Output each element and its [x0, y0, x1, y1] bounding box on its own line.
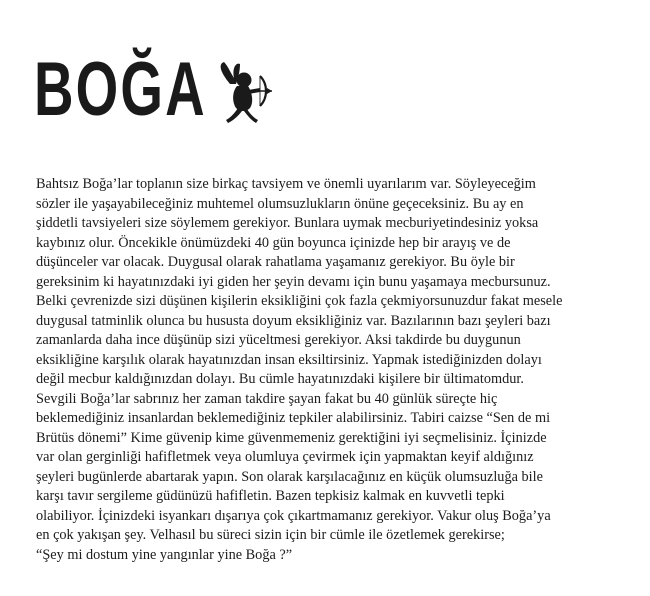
text-line: Sevgili Boğa’lar sabrınız her zaman takdire şayan fakat bu 40 günlük süreçte hiç	[36, 390, 498, 407]
text-line: Brütüs dönemi” Kime güvenip kime güvenmemeniz gerektiğini iyi seçmelisiniz. İçinizde	[36, 429, 547, 446]
text-line: Belki çevrenizde sizi düşünen kişilerin eksikliğini çok fazla çekmiyorsunuzdur fakat mesele	[36, 293, 563, 309]
text-line: gereksinim ki hayatınızdaki iyi giden her şeyin devamı için bunu yaşamaya mecbursunuz.	[36, 273, 551, 290]
text-line: kaybınız olur. Öncekikle önümüzdeki 40 gün boyunca içinizde hep bir arayış ve de	[36, 234, 511, 251]
text-line: beklemediğiniz insanlardan beklemediğiniz tepkiler alabilirsiniz. Tabiri caizse “Sen de mi	[36, 410, 551, 426]
horoscope-text	[36, 175, 626, 565]
text-line: olabiliyor. İçinizdeki isyankarı dışarıya çok çıkartmamanız gerekiyor. Vakur oluş Boğa’ya	[36, 507, 551, 524]
text-line: eksikliğine karşılık olarak hayatınızdan insan eksiltirsiniz. Yapmak istediğinizden dolayı	[36, 351, 542, 368]
text-line: şeyleri bugünlerde abartarak yapın. Son olarak karşılacağınız en küçük olumsuzluğa bile	[36, 468, 543, 485]
text-line: düşünceler var olacak. Duygusal olarak rahatlama yaşamanız gerekiyor. Bu öyle bir	[36, 254, 515, 270]
text-line: duygusal tatminlik olunca bu hususta doyum eksikliğiniz var. Bazılarının bazı şeyleri bazı	[36, 312, 551, 329]
text-line: Bahtsız Boğa’lar toplanın size birkaç tavsiyem ve önemli uyarılarım var. Söyleyeceğim	[36, 176, 536, 192]
text-line: “Şey mi dostum yine yangınlar yine Boğa ?”	[36, 546, 293, 563]
cupid-with-bow-icon	[210, 58, 274, 126]
text-line: karşı tavır sergileme güdünüzü hafifletin. Bazen tepkisiz kalmak en kuvvetli tepki	[36, 488, 505, 504]
text-line: en çok yakışan şey. Velhasıl bu süreci sizin için bir cümle ile özetlemek gerekirse;	[36, 527, 505, 543]
text-line: değil mecbur kaldığınızdan dolayı. Bu cümle hayatınızdaki kişilere bir ültimatomdur.	[36, 371, 524, 387]
page-title: BOĞA	[34, 47, 207, 132]
text-line: var olan gerginliği hafifletmek veya olumluya çevirmek için yapmaktan keyif aldığınız	[36, 449, 534, 465]
text-line: zamanlarda daha ince düşünüp sizi yüceltmesi gerekiyor. Aksi takdirde bu duygunun	[36, 332, 521, 348]
text-line: sözler ile yaşayabileceğiniz muhtemel olumsuzlukların önüne geçeceksiniz. Bu ay en	[36, 195, 524, 212]
text-line: şiddetli tavsiyeleri size söylemem gerekiyor. Bunlara uymak mecburiyetindesiniz yoksa	[36, 215, 539, 231]
